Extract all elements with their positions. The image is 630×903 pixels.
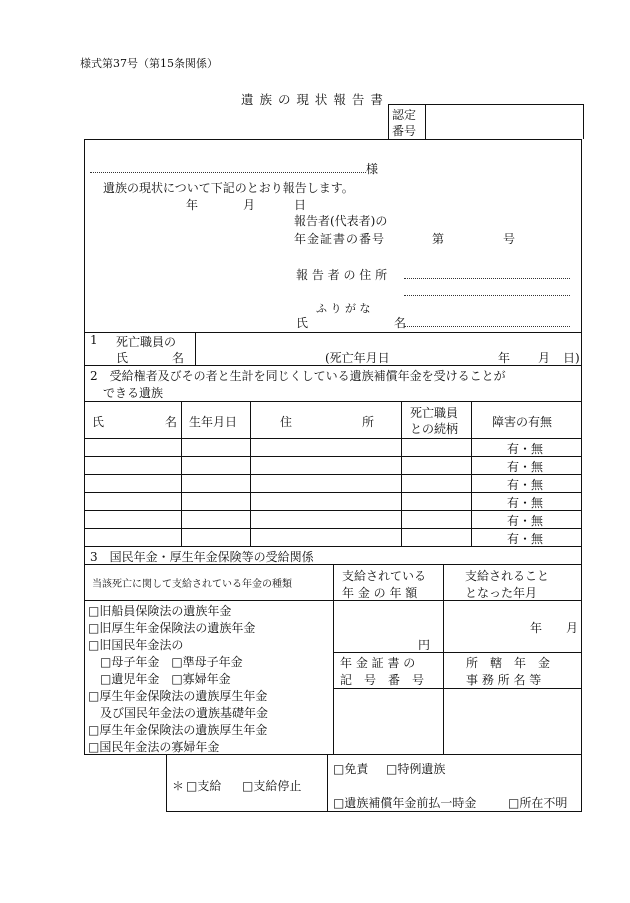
section1-label-1: 死亡職員の — [116, 335, 177, 349]
death-date-year: 年 — [498, 351, 511, 365]
intro-text: 遺族の現状について下記のとおり報告します。 — [103, 181, 354, 195]
special-checkbox: □特例遺族 — [386, 762, 446, 776]
start-year: 年 — [530, 621, 543, 635]
pension-type-6: □厚生年金保険法の遺族厚生年金 — [88, 689, 268, 703]
death-date-day: 日) — [563, 351, 580, 365]
office-name-2: 事 務 所 名 等 — [466, 673, 542, 687]
stop-checkbox: □支給停止 — [242, 779, 302, 793]
reporter-dai: 第 — [432, 232, 445, 246]
section2-title-2: できる遺族 — [103, 386, 164, 400]
reporter-cert-label-1: 報告者(代表者)の — [294, 214, 388, 228]
date-year: 年 — [186, 198, 199, 212]
cert-label-1: 認定 — [392, 108, 417, 122]
pension-type-5: □遺児年金 □寡婦年金 — [88, 672, 231, 686]
disability-row-6: 有・無 — [507, 532, 544, 546]
pension-type-3: □旧国民年金法の — [88, 638, 184, 652]
col-start-2: となった年月 — [465, 586, 538, 600]
pension-type-4: □母子年金 □準母子年金 — [88, 655, 243, 669]
col-birth: 生年月日 — [189, 415, 238, 429]
col-annual-1: 支給されている — [342, 569, 427, 583]
disability-row-5: 有・無 — [507, 514, 544, 528]
death-date-label: (死亡年月日 — [325, 351, 390, 365]
reporter-cert-label-2: 年金証書の番号 — [294, 232, 386, 246]
certification-box — [388, 104, 584, 139]
cert-number-1: 年 金 証 書 の — [340, 656, 416, 670]
death-date-month: 月 — [538, 351, 551, 365]
section1-label-2b: 名 — [172, 351, 185, 365]
cert-label-2: 番号 — [392, 124, 417, 138]
col-pension-type: 当該死亡に関して支給されている年金の種類 — [92, 579, 292, 590]
section3-title: 3 国民年金・厚生年金保険等の受給関係 — [90, 550, 314, 564]
reporter-go: 号 — [503, 232, 516, 246]
col-name-b: 名 — [165, 415, 178, 429]
unknown-checkbox: □所在不明 — [508, 796, 568, 810]
col-relation-1: 死亡職員 — [410, 406, 459, 420]
start-month: 月 — [566, 621, 579, 635]
col-relation-2: との続柄 — [410, 422, 459, 436]
pension-type-8: □厚生年金保険法の遺族厚生年金 — [88, 723, 268, 737]
reporter-name-shi: 氏 — [296, 316, 309, 330]
disability-row-3: 有・無 — [507, 478, 544, 492]
addressee-suffix: 様 — [366, 162, 379, 176]
asterisk: ＊ — [172, 779, 185, 793]
disability-row-2: 有・無 — [507, 460, 544, 474]
page-title: 遺 族 の 現 状 報 告 書 — [241, 92, 384, 107]
col-disability: 障害の有無 — [492, 415, 553, 429]
advance-checkbox: □遺族補償年金前払一時金 — [333, 796, 477, 810]
col-addr-a: 住 — [280, 415, 293, 429]
pension-type-9: □国民年金法の寡婦年金 — [88, 740, 220, 754]
pay-checkbox: □支給 — [186, 779, 222, 793]
section1-num: 1 — [90, 333, 98, 347]
yen-label: 円 — [418, 638, 431, 652]
reporter-name-mei: 名 — [394, 316, 407, 330]
col-name-a: 氏 — [92, 415, 105, 429]
date-month: 月 — [243, 198, 256, 212]
furigana-label: ふ り が な — [316, 302, 371, 315]
form-number: 様式第37号（第15条関係） — [80, 57, 218, 70]
pension-type-1: □旧船員保険法の遺族年金 — [88, 604, 232, 618]
cert-number-2: 記 号 番 号 — [340, 673, 425, 687]
col-start-1: 支給されること — [465, 569, 550, 583]
pension-type-7: 及び国民年金法の遺族基礎年金 — [88, 706, 269, 720]
pension-type-2: □旧厚生年金保険法の遺族年金 — [88, 621, 256, 635]
section2-title-1: 2 受給権者及びその者と生計を同じくしている遺族補償年金を受けることが — [90, 369, 506, 383]
reporter-address-label: 報 告 者 の 住 所 — [296, 268, 388, 282]
office-name-1: 所 轄 年 金 — [466, 656, 551, 670]
disability-row-1: 有・無 — [507, 442, 544, 456]
disability-row-4: 有・無 — [507, 496, 544, 510]
date-day: 日 — [294, 198, 307, 212]
col-addr-b: 所 — [362, 415, 375, 429]
section1-label-2a: 氏 — [116, 351, 129, 365]
exempt-checkbox: □免責 — [333, 762, 369, 776]
col-annual-2: 年 金 の 年 額 — [342, 586, 418, 600]
